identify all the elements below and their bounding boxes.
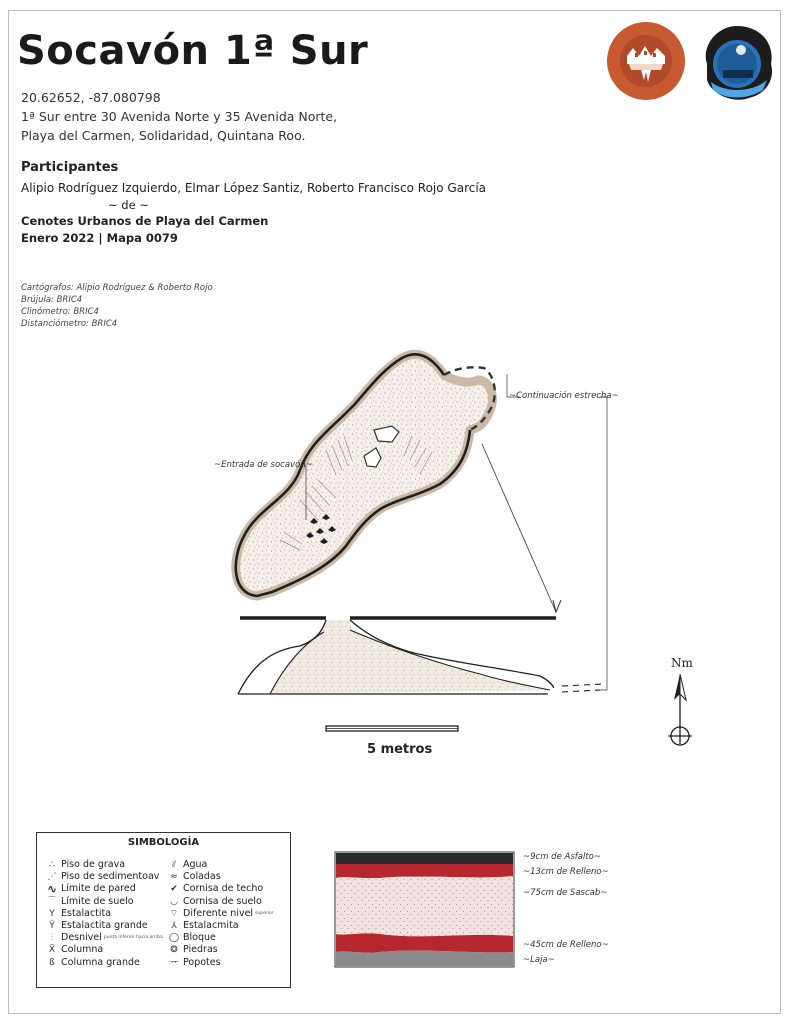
legend-item: ⌔ Diferente nivel superior [165, 908, 274, 920]
strat-label-sascab: ~75cm de Sascab~ [523, 888, 608, 898]
sascab-layer [336, 876, 513, 936]
legend-item: ⅄ Estalacmita [165, 920, 274, 932]
fill-layer-bottom [336, 933, 513, 952]
strat-label-fill-bottom: ~45cm de Relleno~ [523, 940, 609, 950]
legend-item: Ŷ Estalactita grande [43, 920, 163, 932]
level-icon: ⌔ [169, 908, 179, 919]
north-label: Nm [671, 656, 693, 670]
legend-item: Y Estalactita [43, 908, 163, 920]
coordinates: 20.62652, -87.080798 [21, 90, 161, 105]
date-map-number: Enero 2022 | Mapa 0079 [21, 231, 178, 245]
slab-layer [336, 951, 513, 966]
legend-item: ⫶ Desnivel punta inferior hacia arriba [43, 932, 163, 944]
continuation-label: ~Continuación estrecha~ [509, 391, 619, 401]
legend-item: Ẍ Columna [43, 944, 163, 956]
cartographers: Cartógrafos: Alipio Rodríguez & Roberto Rojo [21, 283, 213, 293]
participants-connector: ~ de ~ [108, 198, 149, 212]
cave-plan [236, 354, 607, 690]
scale-label: 5 metros [367, 742, 433, 757]
participants-heading: Participantes [21, 160, 119, 175]
legend-right-column [165, 859, 274, 969]
cave-section [238, 618, 604, 694]
legend-item: ❂ Piedras [165, 944, 274, 956]
gravel-icon: ∴ [49, 860, 55, 870]
legend-item: ⌒ Límite de suelo [43, 896, 163, 908]
legend-title: SIMBOLOGÍA [127, 837, 200, 848]
legend-item: ≈ Coladas [165, 871, 274, 883]
group-name: Cenotes Urbanos de Playa del Carmen [21, 214, 269, 228]
large-stalactite-icon: Ŷ [49, 920, 55, 931]
scale-bar [326, 726, 458, 731]
straws-icon: ᅲ [169, 957, 179, 968]
slope-icon: ⫶ [50, 933, 54, 944]
stones-icon: ❂ [170, 945, 178, 956]
sediment-icon: ⋰ [47, 872, 57, 883]
entrance-label: ~Entrada de socavón~ [214, 460, 313, 470]
asphalt-layer [336, 853, 513, 864]
address-line-2: Playa del Carmen, Solidaridad, Quintana Roo. [21, 128, 306, 143]
address-line-1: 1ª Sur entre 30 Avenida Norte y 35 Avenida Norte, [21, 109, 338, 124]
stratigraphy-column [335, 852, 514, 967]
legend-item: ◡ Cornisa de suelo [165, 896, 274, 908]
column-icon: Ẍ [48, 945, 56, 956]
north-arrow-icon [668, 674, 692, 745]
ceiling-ledge-icon: ✔ [170, 884, 178, 895]
block-icon: ◯ [168, 933, 180, 944]
water-icon: ⫽ [171, 860, 176, 870]
legend-item: ᅲ Popotes [165, 957, 274, 969]
distance-meter-instrument: Distanciómetro: BRIC4 [21, 319, 118, 329]
legend-item: ∴ Piso de grava [43, 859, 163, 871]
legend-box [36, 832, 291, 988]
flowstone-icon: ≈ [170, 872, 178, 883]
legend-item: ⋰ Piso de sedimentoav [43, 871, 163, 883]
large-column-icon: ß [49, 957, 55, 968]
legend-item: ✔ Cornisa de techo [165, 883, 274, 895]
participants-names: Alipio Rodríguez Izquierdo, Elmar López Santiz, Roberto Francisco Rojo García [21, 181, 487, 195]
legend-left-column [43, 859, 163, 969]
strat-label-fill-top: ~13cm de Relleno~ [523, 867, 609, 877]
strat-label-slab: ~Laja~ [523, 955, 555, 965]
stalagmite-icon: ⅄ [171, 920, 177, 931]
legend-item: ⫽ Agua [165, 859, 274, 871]
wall-limit-icon: ∿ [46, 882, 58, 897]
legend-item: ∿ Límite de pared [43, 883, 163, 895]
section-projection-line [482, 444, 556, 612]
legend-item: ß Columna grande [43, 957, 163, 969]
clinometer-instrument: Clinómetro: BRIC4 [21, 307, 99, 317]
compass-instrument: Brújula: BRIC4 [21, 295, 83, 305]
map-title: Socavón 1ª Sur [17, 28, 369, 74]
floor-limit-icon: ⌒ [47, 896, 57, 907]
fill-layer-top [336, 864, 513, 878]
legend-item: ◯ Bloque [165, 932, 274, 944]
strat-label-asphalt: ~9cm de Asfalto~ [523, 852, 601, 862]
stalactite-icon: Y [49, 908, 55, 919]
floor-ledge-icon: ◡ [170, 896, 178, 907]
